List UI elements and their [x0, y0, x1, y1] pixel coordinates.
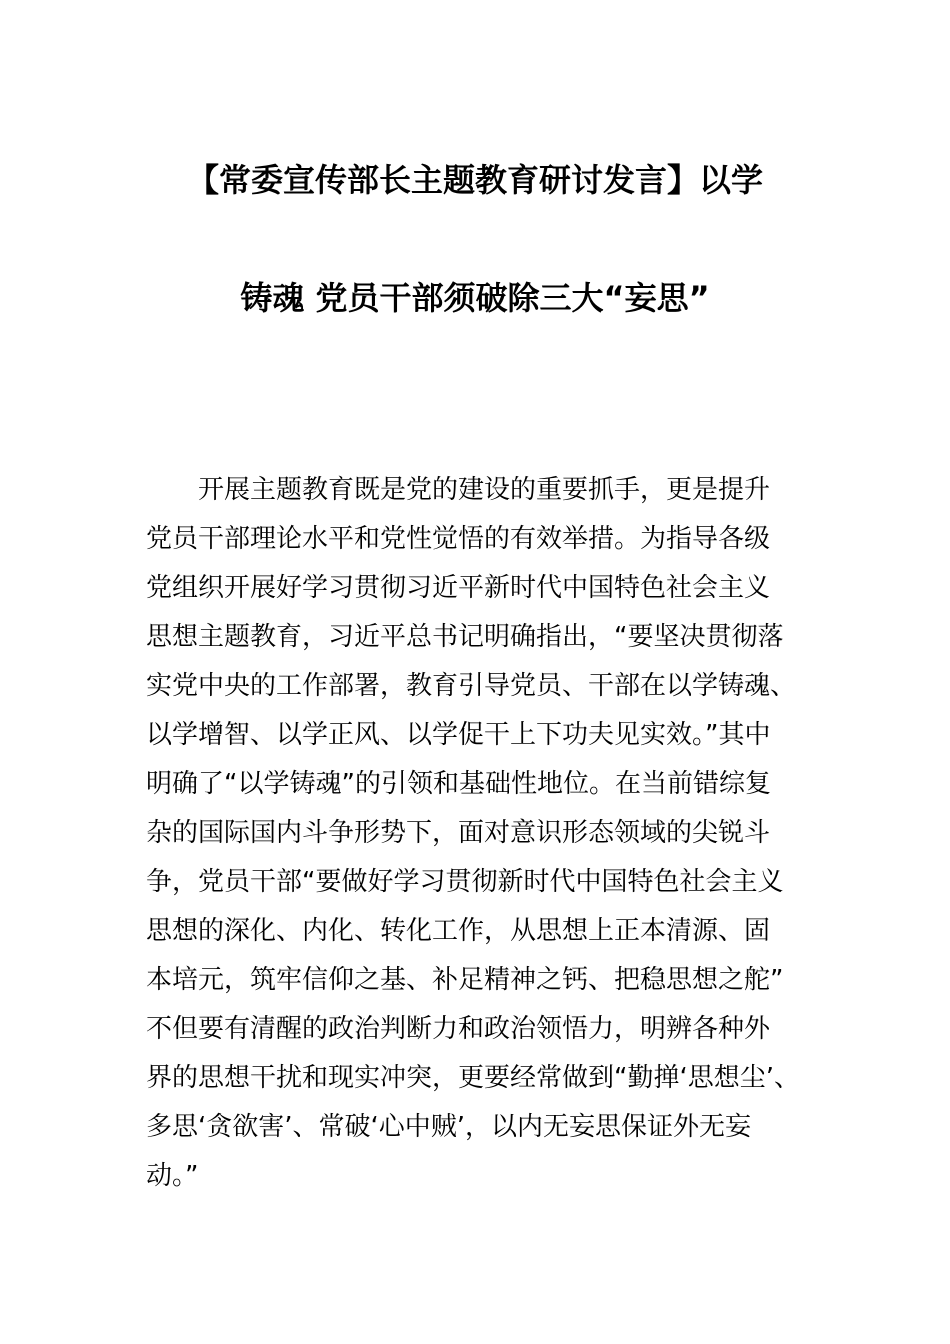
body-line: 实党中央的工作部署，教育引导党员、干部在以学铸魂、 — [146, 671, 797, 701]
body-line: 以学增智、以学正风、以学促干上下功夫见实效。”其中 — [146, 720, 771, 750]
body-line: 党组织开展好学习贯彻习近平新时代中国特色社会主义 — [146, 573, 771, 603]
body-line: 思想的深化、内化、转化工作，从思想上正本清源、固 — [146, 916, 771, 946]
document-title-line-1: 【常委宣传部长主题教育研讨发言】以学 — [186, 161, 763, 199]
body-line: 多思‘贪欲害’、常破‘心中贼’，以内无妄思保证外无妄 — [146, 1112, 752, 1142]
body-line: 本培元，筑牢信仰之基、补足精神之钙、把稳思想之舵” — [146, 965, 784, 995]
body-line: 动。” — [146, 1161, 199, 1191]
body-line: 争，党员干部“要做好学习贯彻新时代中国特色社会主义 — [146, 867, 784, 897]
body-line: 不但要有清醒的政治判断力和政治领悟力，明辨各种外 — [146, 1014, 771, 1044]
body-line: 界的思想干扰和现实冲突，更要经常做到“勤掸‘思想尘’、 — [146, 1063, 800, 1093]
body-line: 开展主题教育既是党的建设的重要抓手，更是提升 — [198, 475, 771, 505]
body-line: 党员干部理论水平和党性觉悟的有效举措。为指导各级 — [146, 524, 771, 554]
body-line: 杂的国际国内斗争形势下，面对意识形态领域的尖锐斗 — [146, 818, 771, 848]
body-line: 思想主题教育，习近平总书记明确指出，“要坚决贯彻落 — [146, 622, 784, 652]
body-line: 明确了“以学铸魂”的引领和基础性地位。在当前错综复 — [146, 769, 771, 799]
document-title-line-2: 铸魂 党员干部须破除三大“妄思” — [240, 279, 710, 317]
